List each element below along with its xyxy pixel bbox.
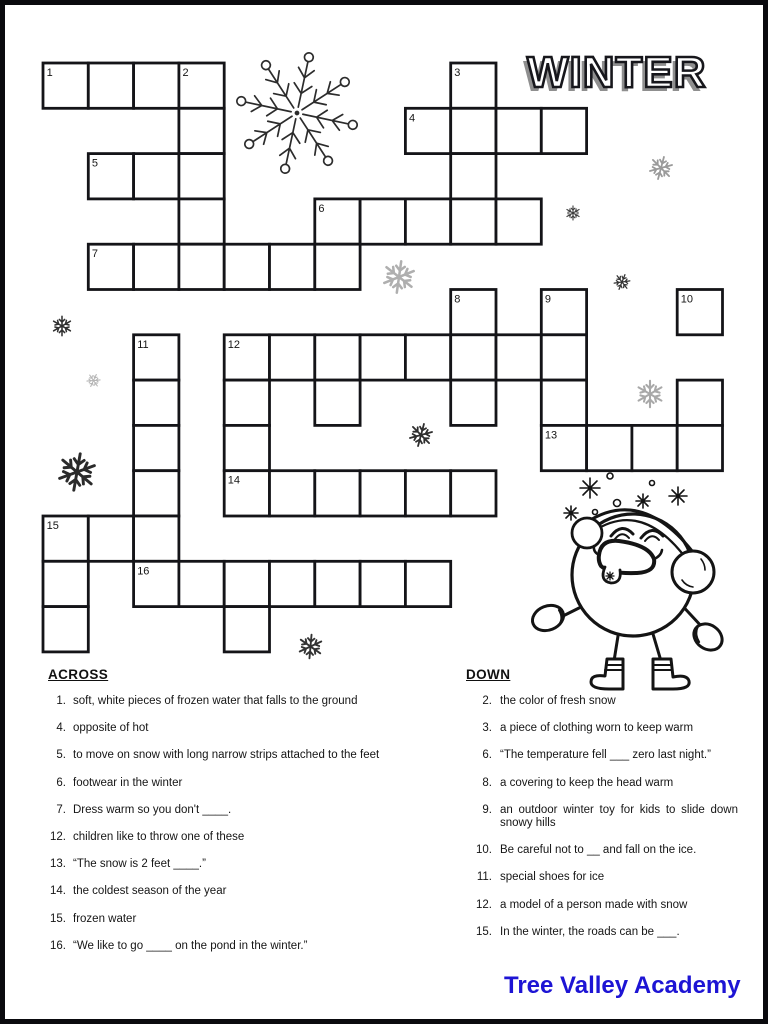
clue-item: [462, 777, 738, 790]
grid-cell-number: 4: [409, 112, 416, 125]
clue-text: a covering to keep the head warm: [500, 776, 674, 789]
clue-text: special shoes for ice: [500, 871, 605, 884]
grid-cell-number: 13: [544, 429, 558, 442]
grid-cell[interactable]: [134, 244, 179, 289]
grid-cell[interactable]: [496, 108, 541, 153]
snowman-character: [515, 460, 730, 700]
grid-cell[interactable]: [224, 561, 269, 606]
clue-item: [462, 899, 738, 912]
grid-cell[interactable]: [270, 244, 315, 289]
grid-cell[interactable]: [405, 199, 450, 244]
clue-number: 4.: [56, 722, 66, 735]
clue-text: In the winter, the roads can be ___.: [500, 925, 680, 938]
grid-cell[interactable]: [134, 425, 179, 470]
clue-number: 15.: [50, 912, 66, 925]
clue-item: [44, 831, 392, 844]
grid-cell[interactable]: [360, 335, 405, 380]
clue-number: 3.: [482, 722, 492, 735]
grid-cell[interactable]: [179, 199, 224, 244]
clue-text: frozen water: [73, 912, 137, 925]
across-clues-section: [44, 667, 392, 967]
grid-cell[interactable]: [134, 63, 179, 108]
grid-cell[interactable]: [270, 561, 315, 606]
clue-item: [44, 913, 392, 926]
grid-cell[interactable]: [315, 244, 360, 289]
grid-cell-number: 3: [454, 67, 461, 79]
grid-cell-number: 5: [91, 157, 99, 170]
clue-text: “The snow is 2 feet ____.”: [73, 858, 206, 871]
clue-text: Be careful not to __ and fall on the ice.: [500, 844, 697, 857]
grid-cell[interactable]: [134, 516, 179, 561]
grid-cell-number: 15: [46, 520, 59, 532]
grid-cell-number: 6: [318, 202, 325, 215]
clue-item: [462, 695, 738, 708]
grid-cell[interactable]: [541, 335, 586, 380]
down-clues-section: [462, 667, 738, 953]
clue-text: a model of a person made with snow: [500, 898, 688, 911]
grid-cell-number: 16: [137, 565, 150, 578]
grid-cell[interactable]: [270, 471, 315, 516]
clue-number: 16.: [50, 939, 66, 952]
clue-text: a piece of clothing worn to keep warm: [500, 722, 694, 735]
grid-cell[interactable]: [360, 471, 405, 516]
clue-item: [44, 804, 392, 817]
clue-item: [44, 749, 392, 762]
brand-logo-text: Tree Valley Academy: [504, 972, 741, 999]
clue-text: the color of fresh snow: [500, 695, 616, 707]
clue-item: [44, 695, 392, 708]
grid-cell[interactable]: [270, 335, 315, 380]
grid-cell[interactable]: [541, 380, 586, 425]
clue-item: [44, 777, 392, 790]
grid-cell[interactable]: [88, 516, 133, 561]
clue-item: [44, 885, 392, 898]
clue-text: to move on snow with long narrow strips attached to the feet: [73, 749, 380, 762]
grid-cell[interactable]: [541, 108, 586, 153]
clue-item: [462, 871, 738, 884]
grid-cell[interactable]: [496, 335, 541, 380]
clue-item: [462, 926, 738, 939]
clue-number: 1.: [56, 695, 66, 707]
grid-cell[interactable]: [451, 380, 496, 425]
clue-text: soft, white pieces of frozen water that falls to the ground: [73, 695, 358, 707]
grid-cell-number: 1: [46, 67, 53, 79]
down-clue-list: [462, 695, 738, 939]
clue-text: children like to throw one of these: [73, 831, 245, 844]
down-heading: DOWN: [466, 667, 511, 682]
grid-cell[interactable]: [224, 380, 269, 425]
across-clue-list: [44, 695, 392, 953]
grid-cell-number: 2: [182, 67, 189, 79]
grid-cell[interactable]: [360, 561, 405, 606]
grid-cell[interactable]: [224, 425, 269, 470]
grid-cell[interactable]: [451, 154, 496, 199]
clue-item: [462, 804, 738, 830]
grid-cell[interactable]: [134, 380, 179, 425]
grid-cell[interactable]: [451, 199, 496, 244]
grid-cell[interactable]: [451, 471, 496, 516]
clue-text: Dress warm so you don't ____.: [73, 803, 232, 816]
grid-cell-number: 7: [91, 248, 99, 261]
grid-cell-number: 10: [680, 293, 694, 306]
grid-cell[interactable]: [405, 561, 450, 606]
clue-item: [44, 940, 392, 953]
grid-cell-number: 8: [454, 293, 461, 306]
clue-text: “We like to go ____ on the pond in the winter.”: [73, 939, 308, 952]
grid-cell-number: 11: [137, 338, 149, 351]
grid-cell[interactable]: [405, 335, 450, 380]
clue-number: 11.: [476, 871, 492, 884]
clue-text: footwear in the winter: [73, 776, 183, 789]
clue-number: 6.: [56, 776, 66, 789]
clue-number: 8.: [482, 776, 492, 789]
grid-cell[interactable]: [315, 561, 360, 606]
across-heading: ACROSS: [48, 667, 109, 682]
clue-text: opposite of hot: [73, 722, 149, 735]
clue-number: 7.: [56, 803, 66, 816]
clue-number: 13.: [50, 858, 66, 871]
grid-cell[interactable]: [179, 154, 224, 199]
grid-cell[interactable]: [224, 607, 269, 652]
grid-cell[interactable]: [451, 108, 496, 153]
grid-cell[interactable]: [88, 63, 133, 108]
grid-cell[interactable]: [496, 199, 541, 244]
clue-number: 14.: [50, 885, 66, 898]
clue-number: 9.: [482, 803, 492, 816]
grid-cell[interactable]: [134, 154, 179, 199]
clue-number: 12.: [476, 898, 492, 911]
clue-number: 2.: [482, 695, 492, 707]
clue-item: [44, 858, 392, 871]
grid-cell[interactable]: [224, 244, 269, 289]
clue-text: the coldest season of the year: [73, 885, 227, 898]
clue-number: 10.: [476, 844, 492, 857]
clue-text: “The temperature fell ___ zero last night.”: [500, 749, 711, 762]
clue-number: 5.: [56, 749, 66, 762]
page-title: WINTER: [527, 48, 707, 97]
grid-cell-number: 14: [227, 474, 241, 487]
grid-cell[interactable]: [677, 380, 722, 425]
grid-cell[interactable]: [43, 607, 88, 652]
grid-cell-number: 9: [544, 293, 552, 306]
grid-cell[interactable]: [179, 561, 224, 606]
clue-text: an outdoor winter toy for kids to slide down snowy hills: [500, 803, 738, 830]
grid-cell[interactable]: [43, 561, 88, 606]
clue-number: 6.: [482, 749, 492, 762]
grid-cell[interactable]: [315, 380, 360, 425]
grid-cell[interactable]: [360, 199, 405, 244]
grid-cell[interactable]: [451, 335, 496, 380]
grid-cell[interactable]: [315, 471, 360, 516]
grid-cell-number: 12: [227, 338, 241, 351]
clue-item: [462, 844, 738, 857]
clue-number: 12.: [50, 831, 66, 844]
clue-item: [462, 749, 738, 762]
grid-cell[interactable]: [405, 471, 450, 516]
grid-cell[interactable]: [134, 471, 179, 516]
clue-item: [462, 722, 738, 735]
grid-cell[interactable]: [179, 108, 224, 153]
grid-cell[interactable]: [179, 244, 224, 289]
grid-cell[interactable]: [315, 335, 360, 380]
clue-number: 15.: [476, 925, 492, 938]
clue-item: [44, 722, 392, 735]
